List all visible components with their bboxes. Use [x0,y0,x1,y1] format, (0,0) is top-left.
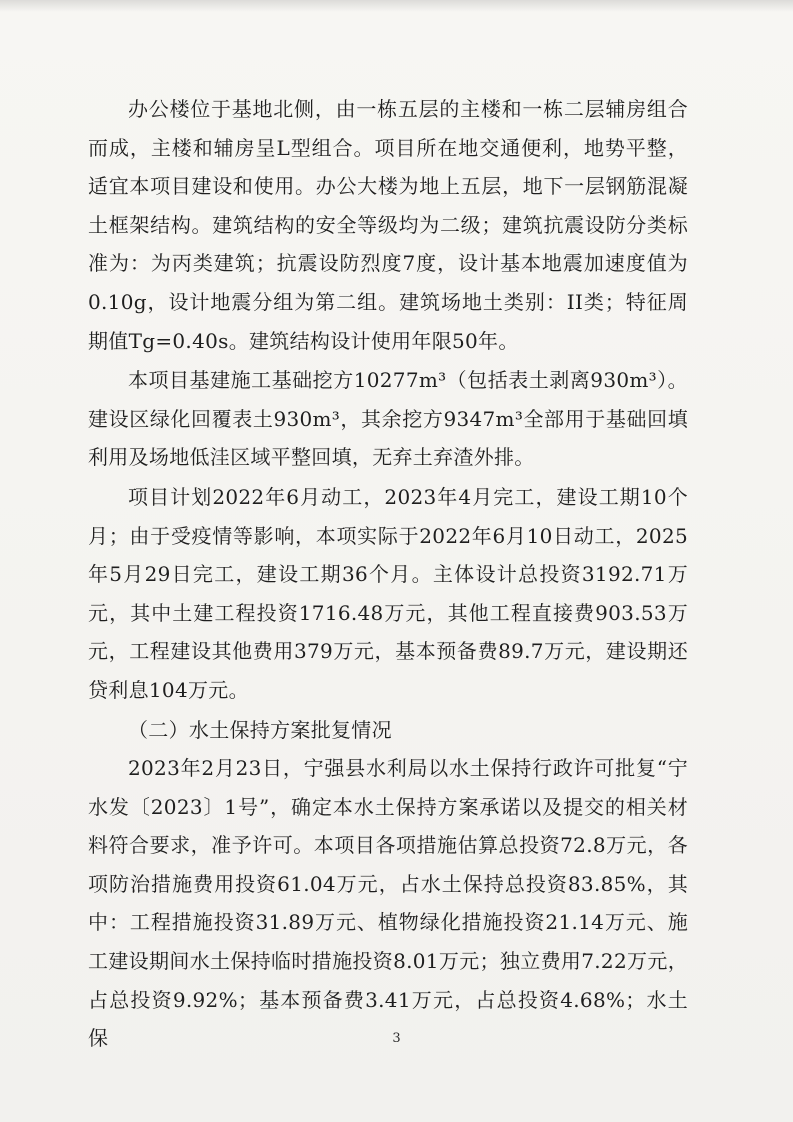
section-heading: （二）水土保持方案批复情况 [128,717,392,742]
paragraph-schedule-investment: 项目计划2022年6月动工，2023年4月完工，建设工期10个月；由于受疫情等影响，本项实际于2022年6月10日动工，2025年5月29日完工，建设工期36个月。主体设计总投资3192.71万元，其中土建工程投资1716.48万元，其他工程直接费903.53万元，工程建设其他费用379万元，基本预备费89.7万元，建设期还贷利息104万元。 [88,484,688,702]
paragraph-building-overview: 办公楼位于基地北侧，由一栋五层的主楼和一栋二层辅房组合而成，主楼和辅房呈L型组合。项目所在地交通便利，地势平整，适宜本项目建设和使用。办公大楼为地上五层，地下一层钢筋混凝土框架结构。建筑结构的安全等级均为二级；建筑抗震设防分类标准为：为丙类建筑；抗震设防烈度7度，设计基本地震加速度值为0.10g，设计地震分组为第二组。建筑场地土类别：II类；特征周期值Tg=0.40s。建筑结构设计使用年限50年。 [88,97,688,353]
scan-top-edge [0,0,793,12]
page-body [88,90,688,1059]
page-number: 3 [392,1031,401,1046]
paragraph-earthwork: 本项目基建施工基础挖方10277m³（包括表土剥离930m³）。建设区绿化回覆表土930m³，其余挖方9347m³全部用于基础回填利用及场地低洼区域平整回填，无弃土弃渣外排。 [88,368,688,470]
paragraph-approval: 2023年2月23日，宁强县水利局以水土保持行政许可批复“宁水发〔2023〕1号”，确定本水土保持方案承诺以及提交的相关材料符合要求，准予许可。本项目各项措施估算总投资72.8万元，各项防治措施费用投资61.04万元，占水土保持总投资83.85%，其中：工程措施投资31.89万元、植物绿化措施投资21.14万元、施工建设期间水土保持临时措施投资8.01万元；独立费用7.22万元，占总投资9.92%；基本预备费3.41万元，占总投资4.68%；水土保 [88,756,688,1051]
